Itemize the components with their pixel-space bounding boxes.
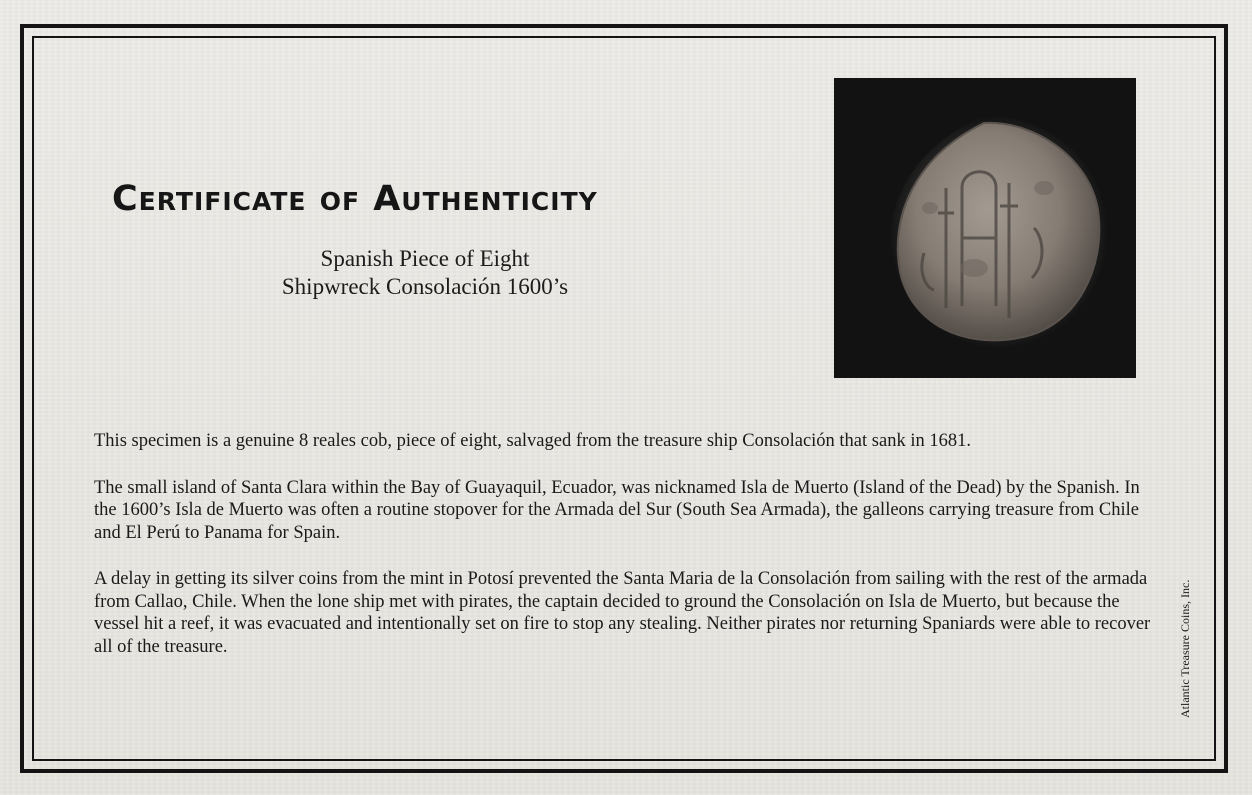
- coin-photo: [834, 78, 1136, 378]
- coin-icon: [834, 78, 1136, 378]
- subtitle-line-2: Shipwreck Consolación 1600’s: [281, 274, 569, 299]
- subtitle-line-1: Spanish Piece of Eight: [320, 246, 530, 271]
- publisher-credit: [1175, 548, 1195, 718]
- paragraph-island-history: The small island of Santa Clara within the Bay of Guayaquil, Ecuador, was nicknamed Isla de Muerto (Island of the Dead) by the Spanish. In the 1600’s Isla de Muerto was often a routine stopover for the Armada del Sur (South Sea Armada), the galleons carrying treasure from Chile and El Perú to Panama for Spain.: [94, 477, 1140, 543]
- certificate-title: Certificate of Authenticity: [112, 179, 598, 219]
- publisher-credit-text: Atlantic Treasure Coins, Inc.: [1178, 579, 1192, 718]
- certificate-body: [94, 430, 1154, 682]
- paragraph-shipwreck-story: A delay in getting its silver coins from the mint in Potosí prevented the Santa Maria de la Consolación from sailing with the rest of the armada from Callao, Chile. When the lone ship met with pirates, the captain decided to ground the Consolación on Isla de Muerto, but because the vessel hit a reef, it was evacuated and intentionally set on fire to stop any stealing. Neither pirates nor returning Spaniards were able to recover all of the treasure.: [94, 569, 1151, 657]
- paragraph-specimen: This specimen is a genuine 8 reales cob, piece of eight, salvaged from the treasure ship Consolación that sank in 1681.: [94, 431, 971, 451]
- certificate-subtitle: [180, 245, 670, 301]
